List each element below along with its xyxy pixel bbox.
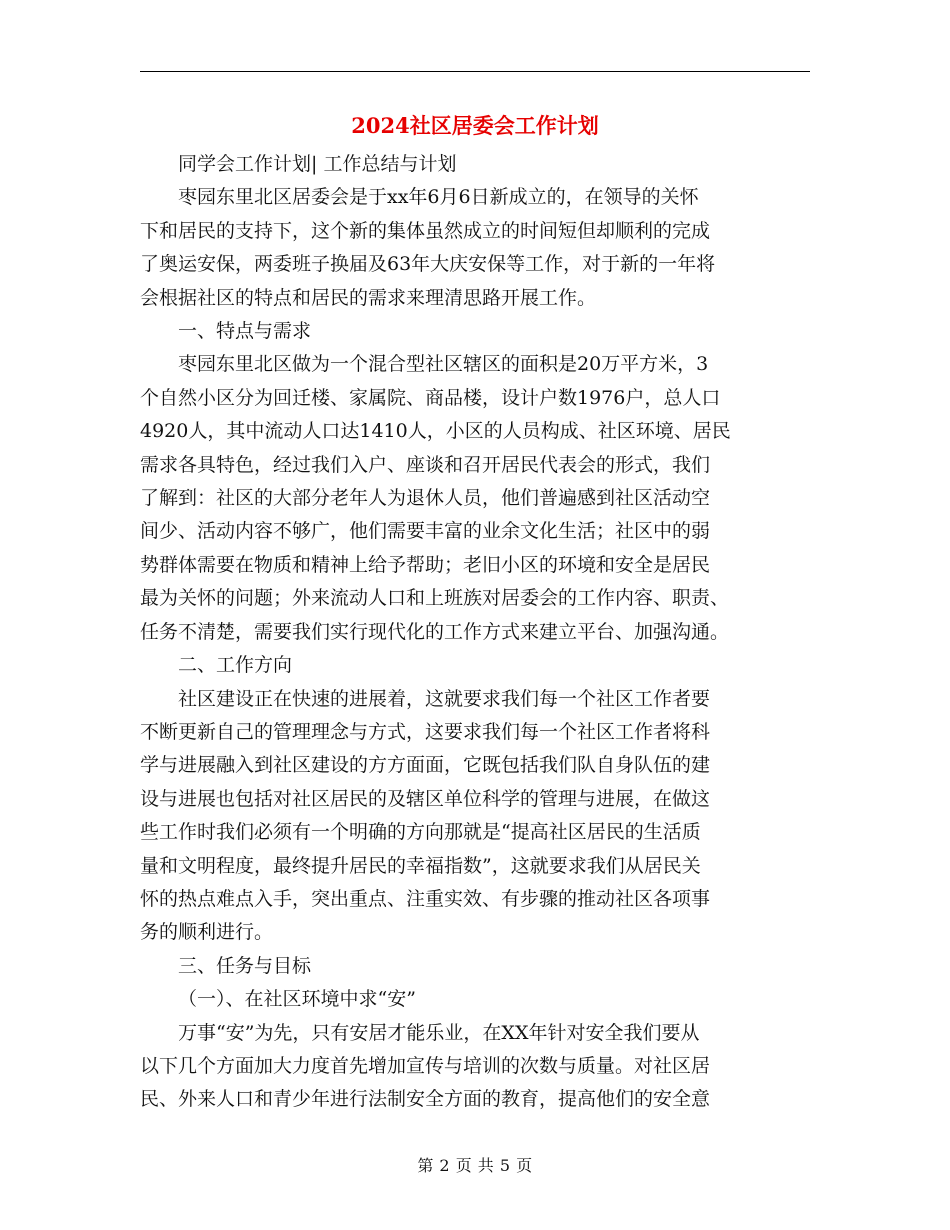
text-line: 势群体需要在物质和精神上给予帮助；老旧小区的环境和安全是居民 [140,553,711,576]
text-line: （一）、在社区环境中求“安” [178,988,416,1011]
text-line: 量和文明程度，最终提升居民的幸福指数”，这就要求我们从居民关 [140,854,701,877]
header-rule [140,71,810,72]
section-heading [140,315,810,348]
text-line: 枣园东里北区居委会是于xx年6月6日新成立的，在领导的关怀 [178,186,699,209]
document-body [140,148,810,1117]
text-line: 学与进展融入到社区建设的方方面面，它既包括我们队自身队伍的建 [140,754,711,777]
paragraph-subtitle [140,148,810,181]
section-heading [140,950,810,983]
paragraph-direction [140,683,810,950]
text-line: 需求各具特色，经过我们入户、座谈和召开居民代表会的形式，我们 [140,453,711,476]
page-number-footer: 第 2 页 共 5 页 [417,1156,533,1175]
text-line: 社区建设正在快速的进展着，这就要求我们每一个社区工作者要 [178,687,711,710]
text-line: 些工作时我们必须有一个明确的方向那就是“提高社区居民的生活质 [140,821,701,844]
text-line: 不断更新自己的管理理念与方式，这要求我们每一个社区工作者将科 [140,720,711,743]
text-line: 同学会工作计划| 工作总结与计划 [178,153,457,175]
text-line: 了奥运安保，两委班子换届及63年大庆安保等工作，对于新的一年将 [140,253,716,276]
text-line: 间少、活动内容不够广，他们需要丰富的业余文化生活；社区中的弱 [140,520,711,543]
text-line: 了解到：社区的大部分老年人为退休人员，他们普遍感到社区活动空 [140,487,711,510]
text-line: 会根据社区的特点和居民的需求来理清思路开展工作。 [140,286,597,309]
text-line: 个自然小区分为回迁楼、家属院、商品楼，设计户数1976户，总人口 [140,386,721,409]
text-line: 枣园东里北区做为一个混合型社区辖区的面积是20万平方米，3 [178,353,709,376]
text-line: 民、外来人口和青少年进行法制安全方面的教育，提高他们的安全意 [140,1088,711,1111]
paragraph-intro [140,181,810,315]
text-line: 最为关怀的问题；外来流动人口和上班族对居委会的工作内容、职责、 [140,587,730,610]
text-line: 怀的热点难点入手，突出重点、注重实效、有步骤的推动社区各项事 [140,887,711,910]
section-heading [140,649,810,682]
text-line: 设与进展也包括对社区居民的及辖区单位科学的管理与进展，在做这 [140,787,711,810]
text-line: 任务不清楚，需要我们实行现代化的工作方式来建立平台、加强沟通。 [140,620,730,643]
text-line: 下和居民的支持下，这个新的集体虽然成立的时间短但却顺利的完成 [140,219,711,242]
text-line: 万事“安”为先，只有安居才能乐业，在XX年针对安全我们要从 [178,1021,700,1044]
paragraph-features [140,348,810,649]
text-line: 以下几个方面加大力度首先增加宣传与培训的次数与质量。对社区居 [140,1054,711,1077]
text-line: 务的顺利进行。 [140,921,274,944]
text-line: 三、任务与目标 [178,954,312,977]
text-line: 二、工作方向 [178,654,293,677]
text-line: 一、特点与需求 [178,320,312,343]
paragraph-safety [140,1017,810,1117]
document-title: 2024社区居委会工作计划 [351,113,599,138]
text-line: 4920人，其中流动人口达1410人，小区的人员构成、社区环境、居民 [140,420,731,443]
subsection-heading [140,983,810,1016]
